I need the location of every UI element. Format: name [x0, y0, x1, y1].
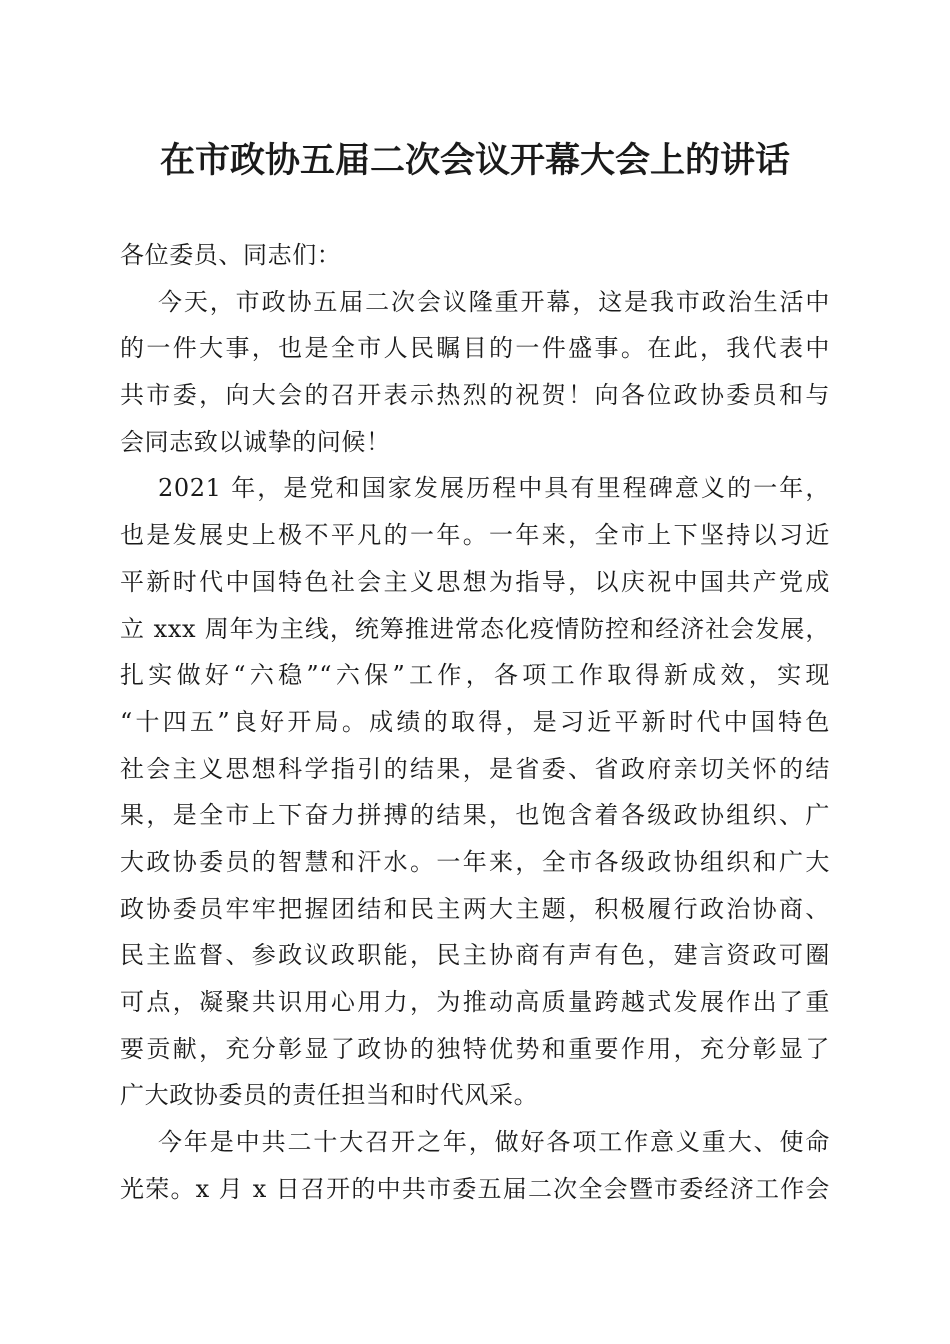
page-title: 在市政协五届二次会议开幕大会上的讲话 [159, 140, 790, 181]
paragraph-2-line-14: 广大政协委员的责任担当和时代风采。 [120, 1081, 539, 1110]
paragraph-2-line-10: 政协委员牢牢把握团结和民主两大主题，积极履行政治协商、 [120, 894, 830, 923]
paragraph-2-line-13: 要贡献，充分彰显了政协的独特优势和重要作用，充分彰显了 [120, 1034, 830, 1063]
paragraph-2-line-4: 立 xxx 周年为主线，统筹推进常态化疫情防控和经济社会发展， [120, 614, 830, 643]
paragraph-3-line-1: 今年是中共二十大召开之年，做好各项工作意义重大、使命 [158, 1128, 830, 1157]
paragraph-1-line-1: 今天，市政协五届二次会议隆重开幕，这是我市政治生活中 [158, 287, 830, 316]
paragraph-3-line-2: 光荣。x 月 x 日召开的中共市委五届二次全会暨市委经济工作会 [120, 1174, 830, 1203]
paragraph-1-line-4: 会同志致以诚挚的问候！ [120, 427, 391, 456]
paragraph-2-line-2: 也是发展史上极不平凡的一年。一年来，全市上下坚持以习近 [120, 521, 830, 550]
speech-body [120, 232, 830, 1212]
paragraph-2-line-3: 平新时代中国特色社会主义思想为指导，以庆祝中国共产党成 [120, 567, 830, 596]
paragraph-2-line-9: 大政协委员的智慧和汗水。一年来，全市各级政协组织和广大 [120, 847, 830, 876]
paragraph-2-line-12: 可点，凝聚共识用心用力，为推动高质量跨越式发展作出了重 [120, 988, 830, 1016]
paragraph-2-line-8: 果，是全市上下奋力拼搏的结果，也饱含着各级政协组织、广 [120, 801, 830, 830]
paragraph-1-line-2: 的一件大事，也是全市人民瞩目的一件盛事。在此，我代表中 [120, 334, 830, 363]
paragraph-2-line-11: 民主监督、参政议政职能，民主协商有声有色，建言资政可圈 [120, 941, 830, 970]
paragraph-2-line-7: 社会主义思想科学指引的结果，是省委、省政府亲切关怀的结 [120, 754, 830, 783]
paragraph-2-line-5: 扎实做好“六稳”“六保”工作，各项工作取得新成效，实现 [120, 661, 830, 690]
salutation: 各位委员、同志们： [120, 241, 342, 269]
paragraph-1-line-3: 共市委，向大会的召开表示热烈的祝贺！向各位政协委员和与 [120, 381, 830, 410]
paragraph-2-line-6: “十四五”良好开局。成绩的取得，是习近平新时代中国特色 [120, 707, 830, 736]
paragraph-2-line-1: 2021 年，是党和国家发展历程中具有里程碑意义的一年， [158, 474, 830, 503]
